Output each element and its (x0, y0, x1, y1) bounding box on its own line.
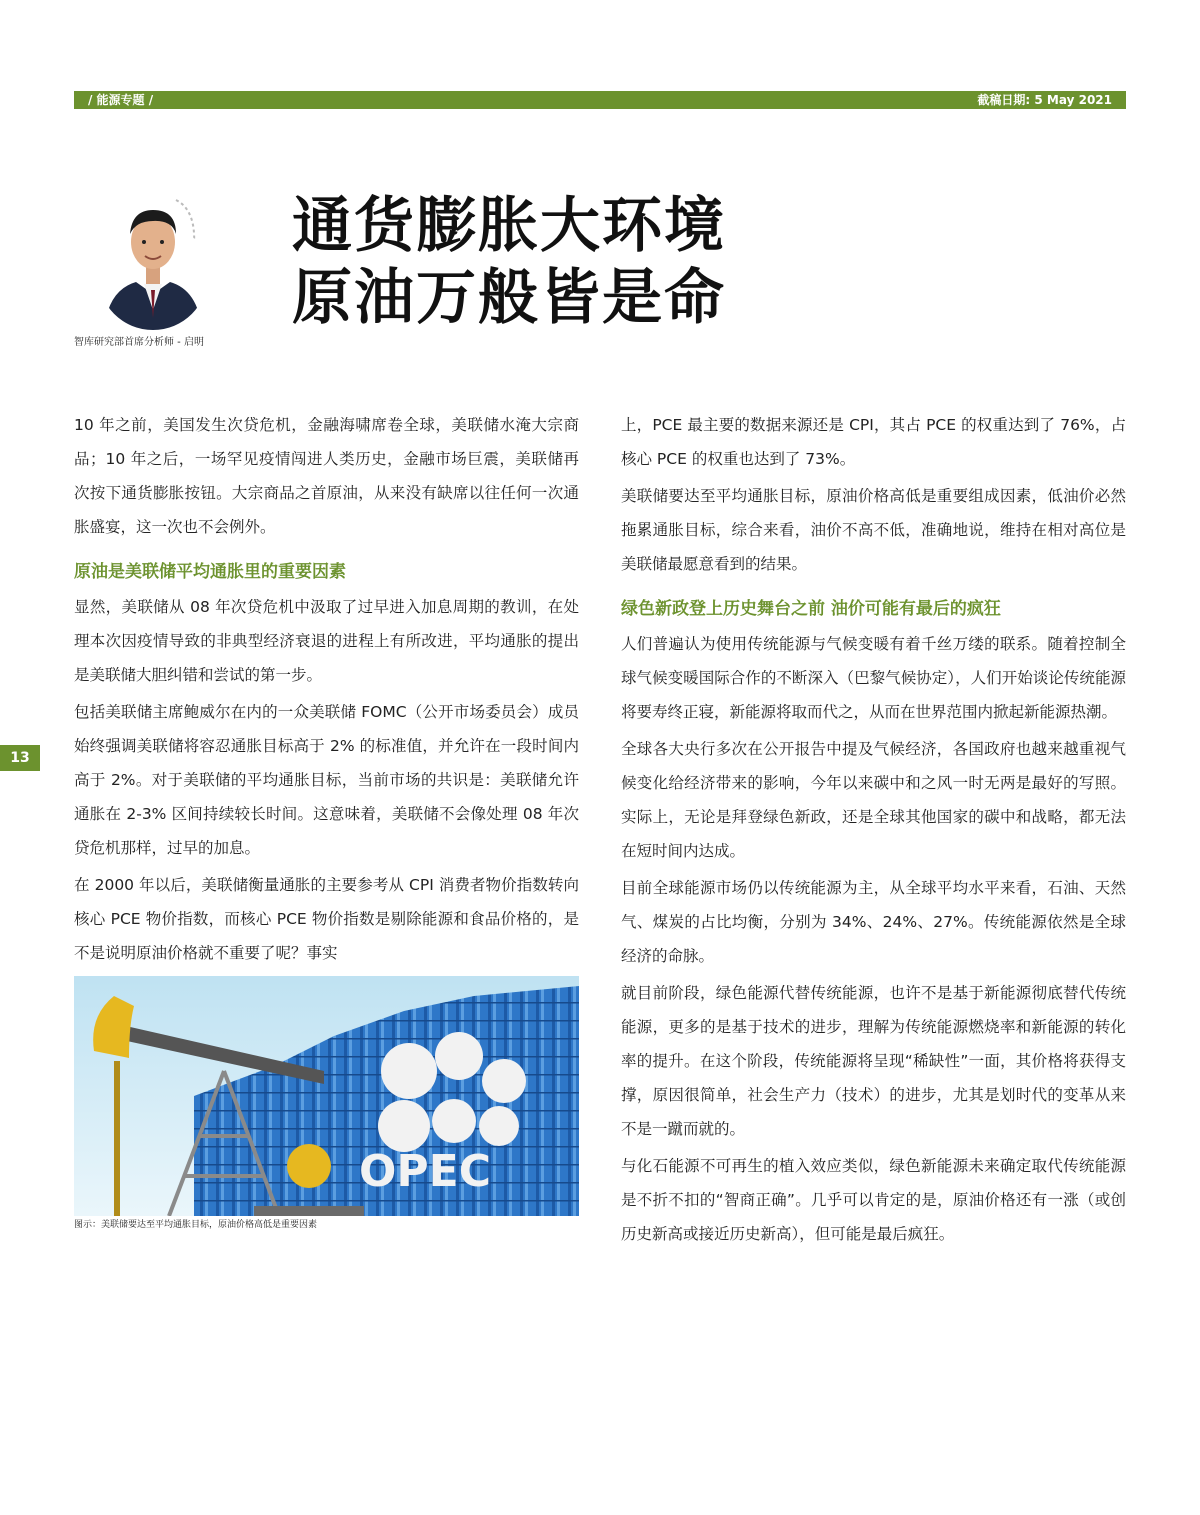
paragraph: 就目前阶段，绿色能源代替传统能源，也许不是基于新能源彻底替代传统能源，更多的是基于技术的进步，理解为传统能源燃烧率和新能源的转化率的提升。在这个阶段，传统能源将呈现“稀缺性”一面，其价格将获得支撑，原因很简单，社会生产力（技术）的进步，尤其是划时代的变革从来不是一蹴而就的。 (621, 984, 1126, 1138)
title-line-2: 原油万般皆是命 (292, 263, 726, 333)
author-caption: 智库研究部首席分析师 - 启明 (74, 337, 204, 348)
paragraph: 目前全球能源市场仍以传统能源为主，从全球平均水平来看，石油、天然气、煤炭的占比均衡，分别为 34%、24%、27%。传统能源依然是全球经济的命脉。 (621, 879, 1126, 965)
page-number: 13 (0, 745, 40, 771)
paragraph: 上，PCE 最主要的数据来源还是 CPI，其占 PCE 的权重达到了 76%，占核心 PCE 的权重也达到了 73%。 (621, 416, 1126, 468)
paragraph: 人们普遍认为使用传统能源与气候变暖有着千丝万缕的联系。随着控制全球气候变暖国际合作的不断深入（巴黎气候协定），人们开始谈论传统能源将要寿终正寝，新能源将取而代之，从而在世界范围内掀起新能源热潮。 (621, 635, 1126, 721)
figure-caption: 图示：美联储要达至平均通胀目标，原油价格高低是重要因素 (74, 1220, 318, 1230)
header-bar (74, 91, 1126, 109)
paragraph: 显然，美联储从 08 年次贷危机中汲取了过早进入加息周期的教训，在处理本次因疫情导致的非典型经济衰退的进程上有所改进，平均通胀的提出是美联储大胆纠错和尝试的第一步。 (74, 598, 579, 684)
left-column (74, 408, 579, 1234)
deadline-date: 截稿日期: 5 May 2021 (977, 93, 1112, 107)
paragraph: 包括美联储主席鲍威尔在内的一众美联储 FOMC（公开市场委员会）成员始终强调美联储将容忍通胀目标高于 2% 的标准值，并允许在一段时间内高于 2%。对于美联储的平均通胀目标，当前市场的共识是：美联储允许通胀在 2-3% 区间持续较长时间。这意味着，美联储不会像处理 08 年次贷危机那样，过早的加息。 (74, 703, 579, 857)
paragraph: 美联储要达至平均通胀目标，原油价格高低是重要组成因素，低油价必然拖累通胀目标，综合来看，油价不高不低，准确地说，维持在相对高位是美联储最愿意看到的结果。 (621, 487, 1126, 573)
paragraph: 与化石能源不可再生的植入效应类似，绿色新能源未来确定取代传统能源是不折不扣的“智商正确”。几乎可以肯定的是，原油价格还有一涨（或创历史新高或接近历史新高），但可能是最后疯狂。 (621, 1157, 1126, 1243)
subheading: 原油是美联储平均通胀里的重要因素 (74, 562, 346, 582)
section-label: / 能源专题 / (88, 93, 154, 107)
paragraph: 10 年之前，美国发生次贷危机，金融海啸席卷全球，美联储水淹大宗商品；10 年之后，一场罕见疫情闯进人类历史，金融市场巨震，美联储再次按下通货膨胀按钮。大宗商品之首原油，从来没有缺席以往任何一次通胀盛宴，这一次也不会例外。 (74, 416, 579, 536)
title-line-1: 通货膨胀大环境 (292, 191, 726, 261)
paragraph: 在 2000 年以后，美联储衡量通胀的主要参考从 CPI 消费者物价指数转向核心 PCE 物价指数，而核心 PCE 物价指数是剔除能源和食品价格的，是不是说明原油价格就不重要了呢？事实 (74, 876, 579, 962)
article-title (292, 190, 726, 334)
right-column (621, 408, 1126, 1254)
opec-barrels-photo (74, 976, 579, 1216)
author-portrait (96, 190, 211, 330)
opec-logo-text: OPEC (359, 1146, 491, 1197)
paragraph: 全球各大央行多次在公开报告中提及气候经济，各国政府也越来越重视气候变化给经济带来的影响，今年以来碳中和之风一时无两是最好的写照。实际上，无论是拜登绿色新政，还是全球其他国家的碳中和战略，都无法在短时间内达成。 (621, 740, 1126, 860)
subheading: 绿色新政登上历史舞台之前 油价可能有最后的疯狂 (621, 599, 1001, 619)
